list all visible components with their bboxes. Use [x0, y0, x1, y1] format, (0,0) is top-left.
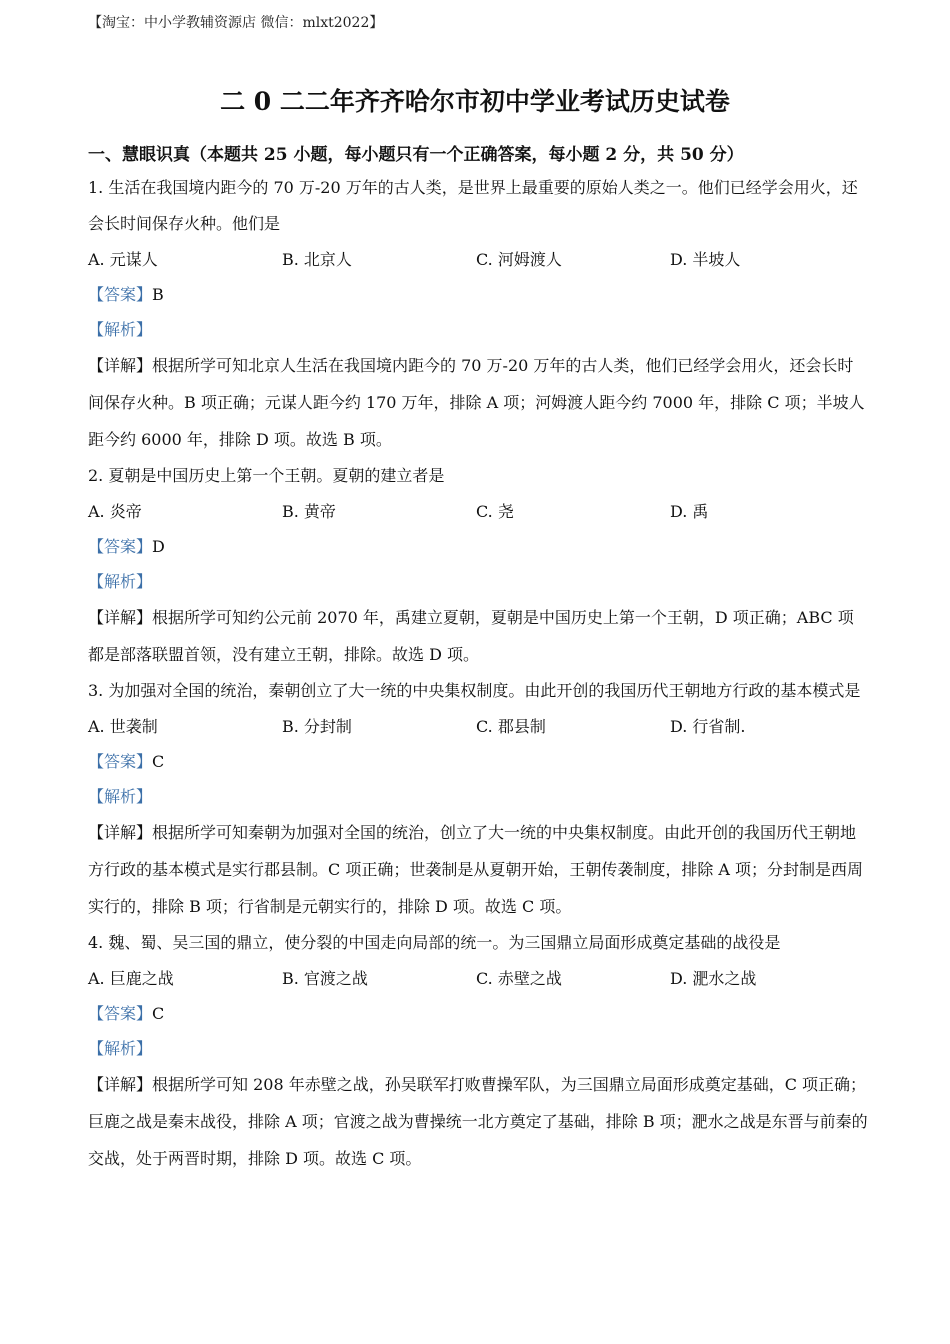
- question-1: [88, 170, 868, 458]
- answer-line: [88, 744, 868, 779]
- option-b: B. 北京人: [282, 250, 352, 269]
- options-row: [88, 494, 868, 529]
- analysis-tag: 【解析】: [88, 1039, 153, 1058]
- question-stem: 1. 生活在我国境内距今的 70 万-20 万年的古人类，是世界上最重要的原始人类之一。他们已经学会用火，还会长时间保存火种。他们是: [88, 178, 858, 233]
- header-note: 【淘宝：中小学教辅资源店 微信：mlxt2022】: [88, 15, 384, 31]
- option-b: B. 黄帝: [282, 502, 336, 521]
- answer-line: [88, 277, 868, 312]
- answer-line: [88, 996, 868, 1031]
- question-4: [88, 925, 868, 1177]
- analysis-tag: 【解析】: [88, 572, 153, 591]
- answer-value: D: [152, 537, 165, 556]
- question-3: [88, 673, 868, 925]
- option-d: D. 淝水之战: [670, 969, 757, 988]
- options-row: [88, 709, 868, 744]
- detail-text: 【详解】根据所学可知秦朝为加强对全国的统治，创立了大一统的中央集权制度。由此开创的我国历代王朝地方行政的基本模式是实行郡县制。C 项正确；世袭制是从夏朝开始，王朝传袭制度，排除 A 项；分封制是西周实行的，排除 B 项；行省制是元朝实行的，排除 D 项。故选 C 项。: [88, 823, 864, 916]
- analysis-tag: 【解析】: [88, 320, 153, 339]
- option-a: A. 炎帝: [88, 502, 142, 521]
- detail-text: 【详解】根据所学可知约公元前 2070 年，禹建立夏朝，夏朝是中国历史上第一个王朝，D 项正确；ABC 项都是部落联盟首领，没有建立王朝，排除。故选 D 项。: [88, 608, 854, 664]
- section-heading: 一、慧眼识真（本题共 25 小题，每小题只有一个正确答案，每小题 2 分，共 50 分）: [88, 145, 744, 165]
- option-b: B. 分封制: [282, 717, 352, 736]
- answer-value: C: [152, 1004, 165, 1023]
- detail-text: 【详解】根据所学可知 208 年赤壁之战，孙吴联军打败曹操军队，为三国鼎立局面形成奠定基础，C 项正确；巨鹿之战是秦末战役，排除 A 项；官渡之战为曹操统一北方奠定了基础，排除 B 项；淝水之战是东晋与前秦的交战，处于两晋时期，排除 D 项。故选 C 项。: [88, 1075, 868, 1168]
- questions-list: [88, 170, 868, 1177]
- answer-line: [88, 529, 868, 564]
- analysis-tag: 【解析】: [88, 787, 153, 806]
- options-row: [88, 961, 868, 996]
- answer-tag: 【答案】: [88, 1004, 153, 1023]
- answer-value: B: [152, 285, 164, 304]
- question-2: [88, 458, 868, 673]
- detail-text: 【详解】根据所学可知北京人生活在我国境内距今的 70 万-20 万年的古人类，他们已经学会用火，还会长时间保存火种。B 项正确；元谋人距今约 170 万年，排除 A 项；河姆渡人距今约 7000 年，排除 C 项；半坡人距今约 6000 年，排除 D 项。故选 B 项。: [88, 356, 865, 449]
- option-c: C. 郡县制: [476, 717, 546, 736]
- option-a: A. 巨鹿之战: [88, 969, 174, 988]
- option-a: A. 世袭制: [88, 717, 158, 736]
- option-b: B. 官渡之战: [282, 969, 368, 988]
- option-a: A. 元谋人: [88, 250, 158, 269]
- options-row: [88, 242, 868, 277]
- option-c: C. 河姆渡人: [476, 250, 562, 269]
- question-stem: 3. 为加强对全国的统治，秦朝创立了大一统的中央集权制度。由此开创的我国历代王朝地方行政的基本模式是: [88, 681, 861, 700]
- option-c: C. 尧: [476, 502, 514, 521]
- question-stem: 4. 魏、蜀、吴三国的鼎立，使分裂的中国走向局部的统一。为三国鼎立局面形成奠定基础的战役是: [88, 933, 781, 952]
- option-d: D. 禹: [670, 502, 709, 521]
- answer-tag: 【答案】: [88, 285, 153, 304]
- option-c: C. 赤壁之战: [476, 969, 562, 988]
- option-d: D. 行省制.: [670, 717, 746, 736]
- answer-tag: 【答案】: [88, 752, 153, 771]
- answer-value: C: [152, 752, 165, 771]
- option-d: D. 半坡人: [670, 250, 741, 269]
- answer-tag: 【答案】: [88, 537, 153, 556]
- question-stem: 2. 夏朝是中国历史上第一个王朝。夏朝的建立者是: [88, 466, 445, 485]
- page-title: 二 0 二二年齐齐哈尔市初中学业考试历史试卷: [220, 87, 730, 116]
